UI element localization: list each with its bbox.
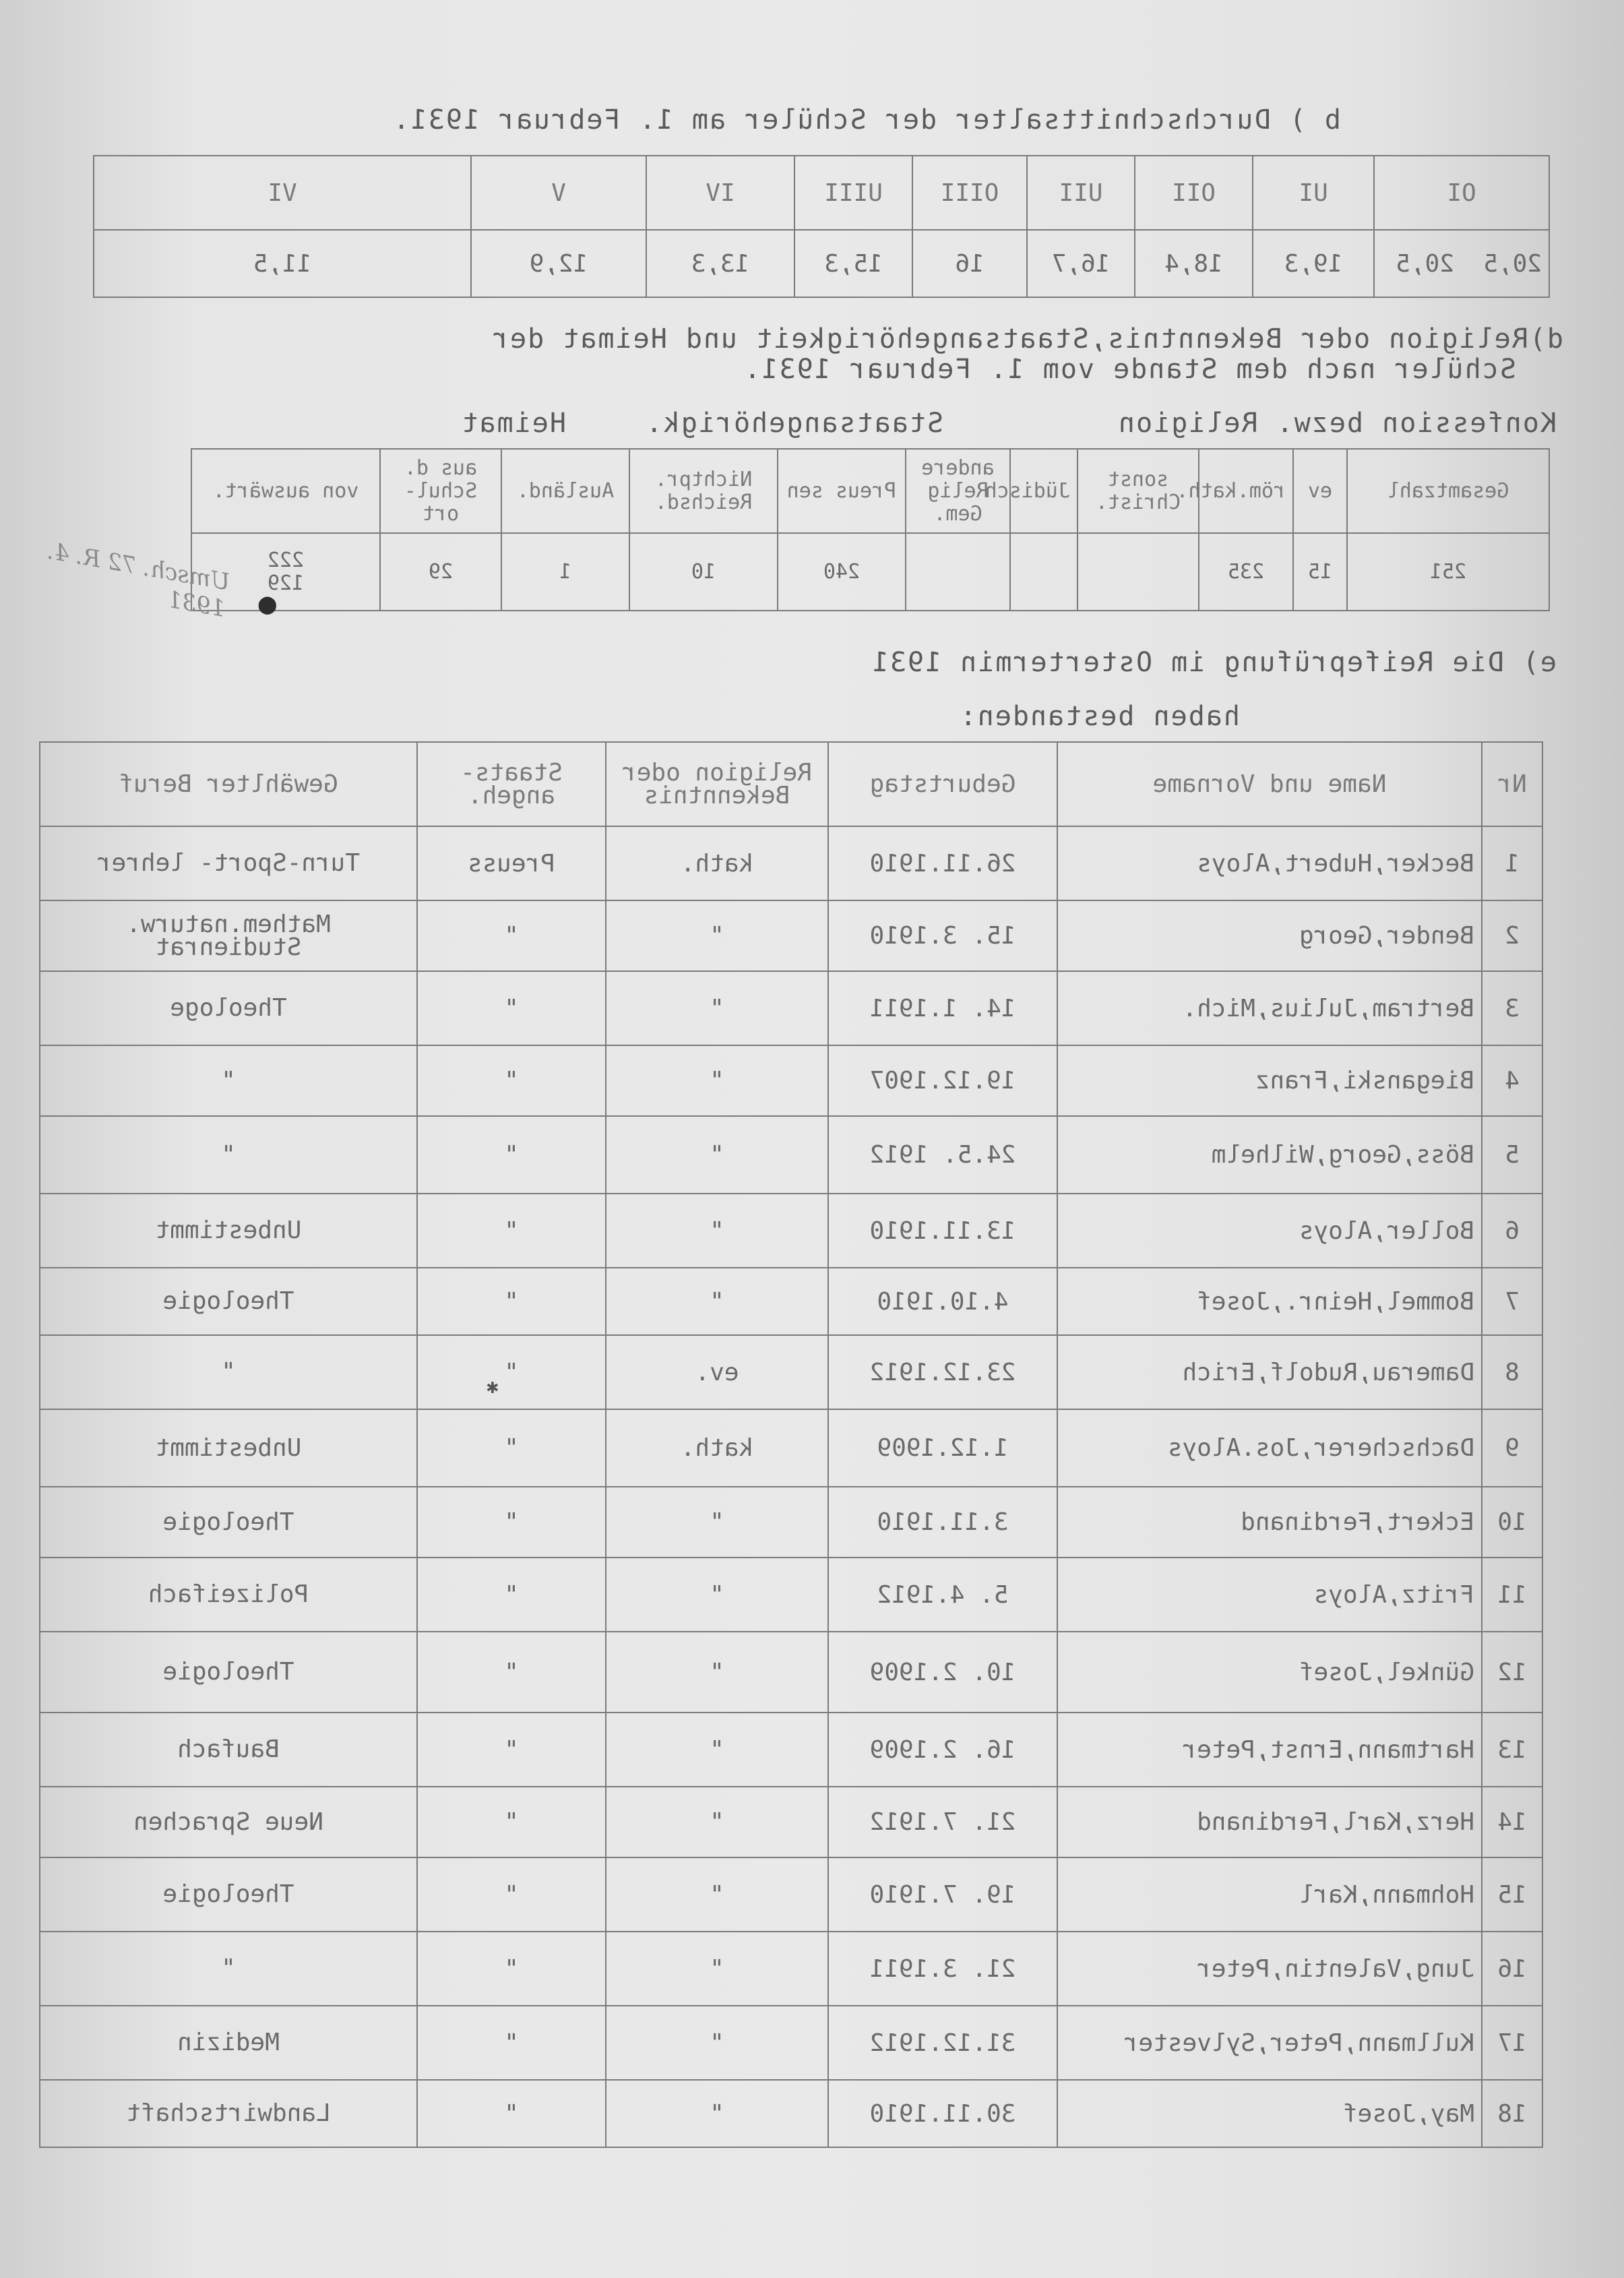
student-state-cell: ": [417, 971, 606, 1045]
student-state-cell: ": [417, 1116, 606, 1194]
student-row: [40, 900, 1542, 971]
student-career-cell: Theologie: [40, 1632, 417, 1713]
student-state-cell: ": [417, 2080, 606, 2147]
student-religion-cell: ": [606, 1632, 828, 1713]
student-religion-cell: ": [606, 1045, 828, 1116]
student-nr-cell: 7: [1482, 1268, 1542, 1335]
student-religion-cell: ev.: [606, 1335, 828, 1409]
student-religion-cell: ": [606, 1116, 828, 1194]
rel-header-outside: von auswärt.: [191, 449, 380, 533]
student-birth-cell: 26.11.1910: [828, 826, 1057, 900]
student-religion-cell: ": [606, 1558, 828, 1632]
student-name-cell: Hohmann,Karl: [1057, 1857, 1482, 1932]
rel-value-other-christ: [1078, 533, 1199, 611]
student-name-cell: May,Josef: [1057, 2080, 1482, 2147]
student-birth-cell: 16. 2.1909: [828, 1713, 1057, 1787]
student-row: [40, 1558, 1542, 1632]
students-header-birth: Geburtstag: [828, 742, 1057, 826]
student-nr-cell: 10: [1482, 1487, 1542, 1558]
age-header-vi: VI: [94, 156, 471, 230]
student-row: [40, 1116, 1542, 1194]
student-name-cell: Jung,Valentin,Peter: [1057, 1932, 1482, 2006]
student-religion-cell: ": [606, 1857, 828, 1932]
age-value-vi: 11,5: [94, 230, 471, 297]
student-religion-cell: ": [606, 971, 828, 1045]
student-religion-cell: ": [606, 1268, 828, 1335]
student-name-cell: Bertram,Julius,Mich.: [1057, 971, 1482, 1045]
student-row: [40, 1045, 1542, 1116]
section-e-title: e) Die Reifeprüfung im Ostertermin 1931: [871, 647, 1557, 678]
student-career-cell: ": [40, 1932, 417, 2006]
student-name-cell: Herz,Karl,Ferdinand: [1057, 1787, 1482, 1857]
student-state-cell: ": [417, 2006, 606, 2080]
student-nr-cell: 8: [1482, 1335, 1542, 1409]
student-state-cell: ": [417, 1194, 606, 1268]
rel-value-nonprussian: 10: [629, 533, 778, 611]
student-nr-cell: 9: [1482, 1409, 1542, 1487]
stray-ink-mark: ✱: [486, 1375, 499, 1398]
student-state-cell: ": [417, 1787, 606, 1857]
student-religion-cell: ": [606, 900, 828, 971]
student-row: [40, 1713, 1542, 1787]
student-state-cell: ": [417, 1409, 606, 1487]
student-religion-cell: kath.: [606, 826, 828, 900]
student-state-cell: ": [417, 1487, 606, 1558]
age-value-oii: 18,4: [1135, 230, 1253, 297]
student-state-cell: ": [417, 1632, 606, 1713]
age-value-0: 20,5: [1483, 249, 1542, 278]
student-career-cell: Unbestimmt: [40, 1409, 417, 1487]
student-nr-cell: 6: [1482, 1194, 1542, 1268]
section-d-group-confession: Konfession bezw. Religion: [1117, 408, 1557, 439]
student-state-cell: ": [417, 1857, 606, 1932]
student-career-cell: ": [40, 1045, 417, 1116]
student-career-cell: Turn-Sport- lehrer: [40, 826, 417, 900]
rel-value-outside-a: 222: [267, 548, 305, 572]
student-career-cell: Medizin: [40, 2006, 417, 2080]
student-row: [40, 826, 1542, 900]
student-career-cell: Neue Sprachen: [40, 1787, 417, 1857]
age-header-ui: UI: [1253, 156, 1374, 230]
rel-value-other-relig: [906, 533, 1010, 611]
student-birth-cell: 24.5. 1912: [828, 1116, 1057, 1194]
student-state-cell: ": [417, 1713, 606, 1787]
section-d-group-citizenship: Staatsangehörigk.: [644, 408, 943, 439]
age-value-uiii: 15,3: [794, 230, 912, 297]
handwritten-note: Umsch. 72 R. 4. 1931: [44, 537, 232, 623]
students-header-nr: Nr: [1482, 742, 1542, 826]
student-row: [40, 1787, 1542, 1857]
student-name-cell: Bender,Georg: [1057, 900, 1482, 971]
student-birth-cell: 15. 3.1910: [828, 900, 1057, 971]
age-header-uii: UII: [1027, 156, 1135, 230]
student-religion-cell: ": [606, 1194, 828, 1268]
student-birth-cell: 30.11.1910: [828, 2080, 1057, 2147]
rel-header-foreign: Ausländ.: [501, 449, 629, 533]
student-birth-cell: 14. 1.1911: [828, 971, 1057, 1045]
age-header-v: V: [471, 156, 646, 230]
student-row: [40, 1194, 1542, 1268]
student-name-cell: Dachscherer,Jos.Aloys: [1057, 1409, 1482, 1487]
age-value-uii: 16,7: [1027, 230, 1135, 297]
student-career-cell: ": [40, 1335, 417, 1409]
rel-header-roman: röm.kath.: [1199, 449, 1293, 533]
student-nr-cell: 2: [1482, 900, 1542, 971]
rel-header-total: Gesamtzahl: [1347, 449, 1549, 533]
student-career-cell: Baufach: [40, 1713, 417, 1787]
student-career-cell: Unbestimmt: [40, 1194, 417, 1268]
age-header-iv: IV: [646, 156, 794, 230]
age-value-oiii: 16: [912, 230, 1027, 297]
student-career-cell: Theologie: [40, 1487, 417, 1558]
rel-header-prussia: Preus sen: [778, 449, 906, 533]
student-religion-cell: ": [606, 2080, 828, 2147]
age-value-v: 12,9: [471, 230, 646, 297]
student-state-cell: Preuss: [417, 826, 606, 900]
student-name-cell: Kullmann,Peter,Sylvester: [1057, 2006, 1482, 2080]
student-row: [40, 1857, 1542, 1932]
student-name-cell: Boller,Aloys: [1057, 1194, 1482, 1268]
age-header-oiii: OIII: [912, 156, 1027, 230]
rel-value-outside-b: 129: [267, 571, 305, 595]
student-name-cell: Becker,Hubert,Aloys: [1057, 826, 1482, 900]
student-name-cell: Hartmann,Ernst,Peter: [1057, 1713, 1482, 1787]
religion-table: [191, 448, 1550, 611]
student-career-cell: ": [40, 1116, 417, 1194]
student-nr-cell: 17: [1482, 2006, 1542, 2080]
student-nr-cell: 16: [1482, 1932, 1542, 2006]
rel-header-ev: ev: [1293, 449, 1347, 533]
age-value-iv: 13,3: [646, 230, 794, 297]
student-row: [40, 971, 1542, 1045]
student-name-cell: Bieganski,Franz: [1057, 1045, 1482, 1116]
section-e-subtitle: haben bestanden:: [958, 701, 1240, 732]
students-header-religion: Religion oder Bekenntnis: [606, 742, 828, 826]
students-header-state: Staats- angeh.: [417, 742, 606, 826]
rel-value-ev: 15: [1293, 533, 1347, 611]
student-nr-cell: 14: [1482, 1787, 1542, 1857]
age-value-oi: [1374, 230, 1549, 297]
student-nr-cell: 11: [1482, 1558, 1542, 1632]
student-birth-cell: 5. 4.1912: [828, 1558, 1057, 1632]
rel-header-local: aus d. Schul- ort: [380, 449, 501, 533]
student-nr-cell: 12: [1482, 1632, 1542, 1713]
student-state-cell: ": [417, 1045, 606, 1116]
student-state-cell: ": [417, 900, 606, 971]
student-name-cell: Eckert,Ferdinand: [1057, 1487, 1482, 1558]
student-birth-cell: 31.12.1912: [828, 2006, 1057, 2080]
student-state-cell: ": [417, 1335, 606, 1409]
student-career-cell: Theologie: [40, 1268, 417, 1335]
student-birth-cell: 1.12.1909: [828, 1409, 1057, 1487]
students-body: [40, 826, 1542, 2147]
student-religion-cell: ": [606, 1787, 828, 1857]
rel-header-other-relig: andere Relig Gem.: [906, 449, 1010, 533]
student-row: [40, 1932, 1542, 2006]
students-header-name: Name und Vorname: [1057, 742, 1482, 826]
student-birth-cell: 13.11.1910: [828, 1194, 1057, 1268]
rel-value-prussia: 240: [778, 533, 906, 611]
section-b-title: b ) Durchschnittsalter der Schüler am 1. Februar 1931.: [392, 104, 1341, 135]
student-state-cell: ": [417, 1558, 606, 1632]
rel-value-jewish: [1010, 533, 1078, 611]
student-row: [40, 1268, 1542, 1335]
age-header-uiii: UIII: [794, 156, 912, 230]
section-d-title-line2: Schüler nach dem Stande vom 1. Februar 1931.: [743, 354, 1516, 385]
student-birth-cell: 4.10.1910: [828, 1268, 1057, 1335]
student-career-cell: Mathem.naturw. Studienrat: [40, 900, 417, 971]
student-birth-cell: 21. 7.1912: [828, 1787, 1057, 1857]
students-table: [39, 741, 1543, 2148]
student-religion-cell: ": [606, 1487, 828, 1558]
student-name-cell: Bommel,Heinr.,Josef: [1057, 1268, 1482, 1335]
student-religion-cell: ": [606, 1713, 828, 1787]
student-state-cell: ": [417, 1932, 606, 2006]
student-name-cell: Damerau,Rudolf,Erich: [1057, 1335, 1482, 1409]
student-row: [40, 1335, 1542, 1409]
age-header-oi: OI: [1374, 156, 1549, 230]
student-birth-cell: 23.12.1912: [828, 1335, 1057, 1409]
student-career-cell: Theologie: [40, 1857, 417, 1932]
student-career-cell: Polizeifach: [40, 1558, 417, 1632]
student-nr-cell: 4: [1482, 1045, 1542, 1116]
section-d-group-heimat: Heimat: [460, 408, 566, 439]
student-career-cell: Theologe: [40, 971, 417, 1045]
student-nr-cell: 5: [1482, 1116, 1542, 1194]
rel-header-nonprussian: Nichtpr. Reichsd.: [629, 449, 778, 533]
student-row: [40, 2006, 1542, 2080]
student-name-cell: Böss,Georg,Wilhelm: [1057, 1116, 1482, 1194]
age-value-1: 20,5: [1396, 249, 1454, 278]
student-birth-cell: 10. 2.1909: [828, 1632, 1057, 1713]
student-row: [40, 1487, 1542, 1558]
student-religion-cell: ": [606, 1932, 828, 2006]
student-religion-cell: ": [606, 2006, 828, 2080]
student-religion-cell: kath.: [606, 1409, 828, 1487]
age-header-oii: OII: [1135, 156, 1253, 230]
age-value-ui: 19,3: [1253, 230, 1374, 297]
student-birth-cell: 19.12.1907: [828, 1045, 1057, 1116]
student-row: [40, 2080, 1542, 2147]
student-name-cell: Günkel,Josef: [1057, 1632, 1482, 1713]
student-state-cell: ": [417, 1268, 606, 1335]
rel-header-other-christ: sonst Christ.: [1078, 449, 1199, 533]
student-nr-cell: 3: [1482, 971, 1542, 1045]
rel-value-foreign: 1: [501, 533, 629, 611]
ink-dot-mark: ●: [258, 586, 276, 621]
student-birth-cell: 21. 3.1911: [828, 1932, 1057, 2006]
rel-header-jewish: Jüdisch: [1010, 449, 1078, 533]
rel-value-total: 251: [1347, 533, 1549, 611]
average-age-table: [93, 155, 1550, 298]
student-nr-cell: 1: [1482, 826, 1542, 900]
student-row: [40, 1632, 1542, 1713]
student-birth-cell: 3.11.1910: [828, 1487, 1057, 1558]
rel-value-roman: 235: [1199, 533, 1293, 611]
student-birth-cell: 19. 7.1910: [828, 1857, 1057, 1932]
student-nr-cell: 13: [1482, 1713, 1542, 1787]
rel-value-local: 29: [380, 533, 501, 611]
section-d-title-line1: d)Religion oder Bekenntnis,Staatsangehörigkeit und Heimat der: [491, 324, 1563, 355]
student-nr-cell: 18: [1482, 2080, 1542, 2147]
student-nr-cell: 15: [1482, 1857, 1542, 1932]
students-header-career: Gewählter Beruf: [40, 742, 417, 826]
student-career-cell: Landwirtschaft: [40, 2080, 417, 2147]
student-row: [40, 1409, 1542, 1487]
student-name-cell: Fritz,Aloys: [1057, 1558, 1482, 1632]
